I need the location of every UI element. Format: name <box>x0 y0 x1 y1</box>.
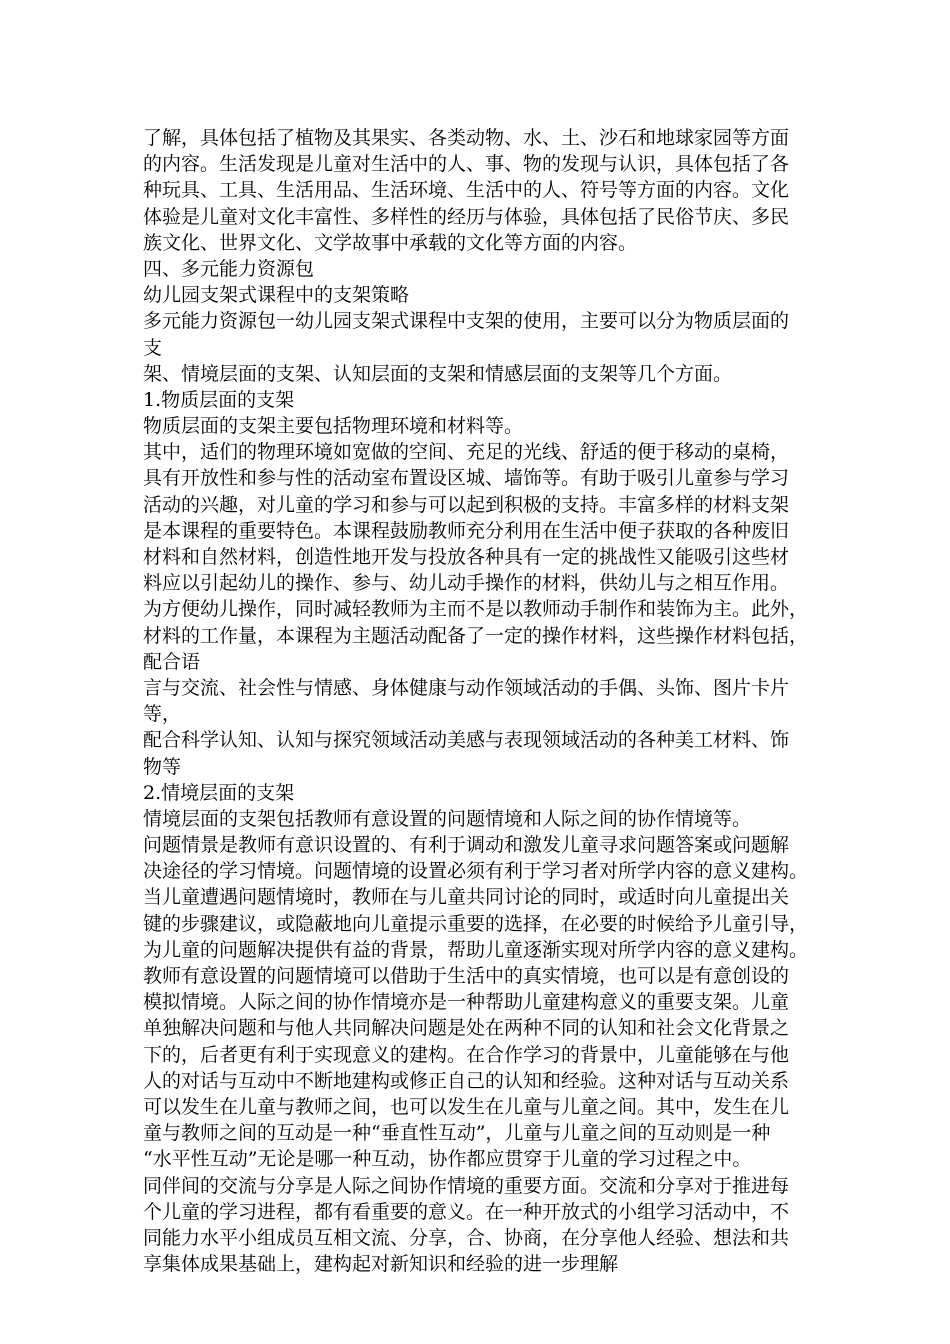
text-line: 材料和自然材料，创造性地开发与投放各种具有一定的挑战性又能吸引这些材 <box>143 546 790 568</box>
text-line: 活动的兴趣，对儿童的学习和参与可以起到积极的支持。丰富多样的材料支架 <box>143 493 790 516</box>
text-line: 料应以引起幼儿的操作、参与、幼儿动手操作的材料，供幼儿与之相互作用。 <box>143 572 790 595</box>
text-line: 支 <box>143 336 163 359</box>
text-line: 种玩具、工具、生活用品、生活环境、生活中的人、符号等方面的内容。文化 <box>143 179 790 202</box>
text-line: 键的步骤建议，或隐蔽地向儿童提示重要的选择，在必要的时候给予儿童引导， <box>143 912 809 935</box>
text-line: 物质层面的支架主要包括物理环境和材料等。 <box>143 415 524 438</box>
text-line: 物等 <box>143 755 182 778</box>
text-line: 为方便幼儿操作，同时减轻教师为主而不是以教师动手制作和装饰为主。此外， <box>143 598 809 621</box>
text-line: 架、情境层面的支架、认知层面的支架和情感层面的支架等几个方面。 <box>143 362 733 385</box>
text-line: 模拟情境。人际之间的协作情境亦是一种帮助儿童建构意义的重要支架。儿童 <box>143 991 790 1014</box>
text-line: 为儿童的问题解决提供有益的背景，帮助儿童逐渐实现对所学内容的意义建构。 <box>143 938 809 961</box>
text-line: “水平性互动”无论是哪一种互动，协作都应贯穿于儿童的学习过程之中。 <box>143 1148 752 1171</box>
text-line: 可以发生在儿童与教师之间，也可以发生在儿童与儿童之间。其中，发生在儿 <box>143 1095 790 1118</box>
text-line: 2.情境层面的支架 <box>143 781 295 804</box>
text-line: 决途径的学习情境。问题情境的设置必须有利于学习者对所学内容的意义建构。 <box>143 860 809 883</box>
text-line: 童与教师之间的互动是一种“垂直性互动”，儿童与儿童之间的互动则是一种 <box>143 1122 771 1145</box>
text-line: 当儿童遭遇问题情境时，教师在与儿童共同讨论的同时，或适时向儿童提出关 <box>143 886 790 909</box>
text-line: 个儿童的学习进程，都有看重要的意义。在一种开放式的小组学习活动中，不 <box>143 1200 790 1223</box>
text-line: 同伴间的交流与分享是人际之间协作情境的重要方面。交流和分享对于推进每 <box>143 1174 790 1197</box>
text-line: 单独解决问题和与他人共同解决问题是处在两种不同的认知和社会文化背景之 <box>143 1017 790 1040</box>
text-line: 等， <box>143 703 182 726</box>
text-line: 的内容。生活发现是儿童对生活中的人、事、物的发现与认识，具体包括了各 <box>143 153 790 176</box>
text-line: 其中，适们的物理环境如宽做的空间、充足的光线、舒适的便于移动的桌椅， <box>143 441 790 464</box>
text-line: 多元能力资源包一幼儿园支架式课程中支架的使用，主要可以分为物质层面的 <box>143 310 790 333</box>
text-line: 幼儿园支架式课程中的支架策略 <box>143 284 410 307</box>
text-line: 具有开放性和参与性的活动室布置设区城、墙饰等。有助于吸引儿童参与学习 <box>143 467 790 490</box>
text-line: 体验是儿童对文化丰富性、多样性的经历与体验，具体包括了民俗节庆、多民 <box>143 205 790 228</box>
text-line: 1.物质层面的支架 <box>143 388 295 411</box>
text-line: 配合科学认知、认知与探究领域活动美感与表现领域活动的各种美工材料、饰 <box>143 729 790 752</box>
text-line: 人的对话与互动中不断地建构或修正自己的认知和经验。这种对话与互动关系 <box>143 1069 790 1092</box>
text-line: 下的，后者更有利于实现意义的建构。在合作学习的背景中，儿童能够在与他 <box>143 1043 790 1066</box>
document-body <box>143 125 808 1277</box>
text-line: 情境层面的支架包括教师有意设置的问题情境和人际之间的协作情境等。 <box>143 807 752 830</box>
text-line: 享集体成果基础上，建构起对新知识和经验的进一步理解 <box>143 1253 619 1276</box>
text-line: 了解，具体包括了植物及其果实、各类动物、水、土、沙石和地球家园等方面 <box>143 127 790 149</box>
text-line: 问题情景是教师有意识设置的、有利于调动和激发儿童寻求问题答案或问题解 <box>143 834 790 857</box>
text-line: 是本课程的重要特色。本课程鼓励教师充分利用在生活中便子获取的各种废旧 <box>143 519 790 542</box>
text-line: 材料的工作量，本课程为主题活动配备了一定的操作材料，这些操作材料包括， <box>143 624 809 647</box>
text-line: 言与交流、社会性与情感、身体健康与动作领域活动的手偶、头饰、图片卡片 <box>143 676 790 699</box>
text-line: 教师有意设置的问题情境可以借助于生活中的真实情境，也可以是有意创设的 <box>143 965 790 987</box>
text-line: 配合语 <box>143 650 201 673</box>
text-line: 同能力水平小组成员互相文流、分享，合、协商，在分享他人经验、想法和共 <box>143 1226 790 1249</box>
text-line: 四、多元能力资源包 <box>143 257 315 280</box>
text-line: 族文化、世界文化、文学故事中承载的文化等方面的内容。 <box>143 231 638 254</box>
